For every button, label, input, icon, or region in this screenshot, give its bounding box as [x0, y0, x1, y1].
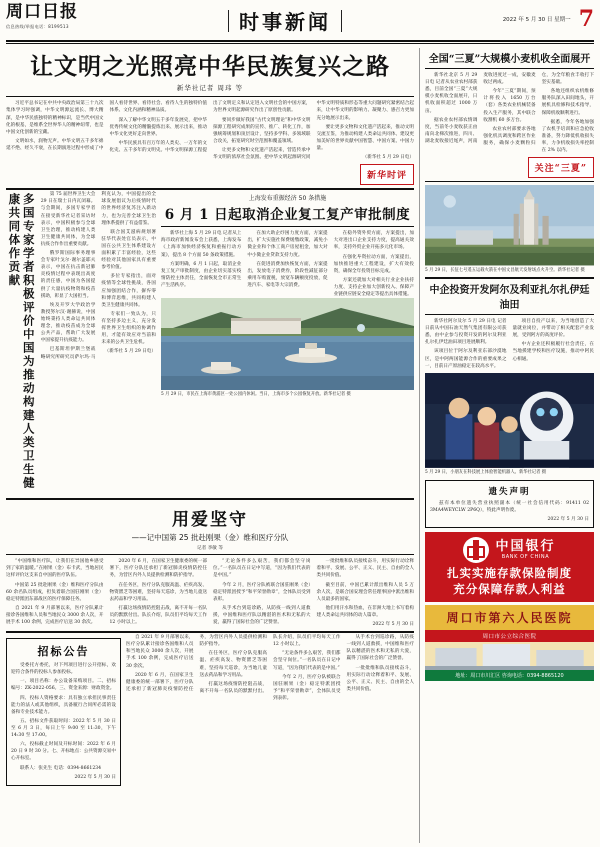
feature-para: 他们用汗水和热血，在非洲大地上书写着构建人类命运共同体的动人篇章。	[316, 605, 414, 618]
tender-para: 五、招标文件获取时间：2022 年 5 月 30 日至 6 月 3 日，每日上午 9:00 至 11:30，下午 14:30 至 17:00。	[11, 718, 116, 739]
lead-headline: 让文明之光照亮中华民族复兴之路	[30, 53, 390, 80]
lead-article	[6, 54, 414, 185]
wheat-para: 新华社北京 5 月 29 日电 记者从农业农村部获悉，目前全国“三夏”大规模小麦机收全面展开，日机收面积超过 1000 万亩。	[425, 73, 478, 114]
bank-slogan-line1: 扎实实施存款保险制度	[447, 566, 572, 581]
tender-notice-title: 招标公告	[37, 645, 90, 659]
tender-para: 四、投标人资格要求：具有独立承担民事责任能力的法人或其他组织，具备履行合同所必需的设备和专业技术能力。	[11, 695, 116, 715]
page-number: 7	[578, 6, 594, 32]
wheat-para: 据农业农村部农情调度，当前冬小麦收获正由南向北梯次推进，四川、湖北麦收接近尾声，河南麦收进度过一成，安徽麦收过两成。	[425, 73, 536, 144]
shanghai-para: 在加大助企纾困力度方面，方案提出，扩大实施社保费缓缴政策，减免小微企业和个体工商户房屋租金，加大对中小微企业贷款支持力度。	[247, 231, 328, 258]
feature-para: 从手术台到巡诊路，从防疫一线到人道救援，中国维和医疗队以精湛的医术和无私的大爱，赢得了国际社会的广泛赞誉。	[213, 605, 311, 626]
wheat-article	[425, 50, 594, 178]
shanghai-para: 在促进消费加快恢复方面，方案提出，发放电子消费券，阶段性减征部分乘用车购置税，放宽车辆额度投放，促进汽车、家电等大宗消费。	[247, 261, 328, 288]
lead-para: 要让更多文物和文化遗产活起来，推动文明交流互鉴，为推动构建人类命运共同体、建设更加美好的世界贡献中国智慧、中国方案、中国力量。	[316, 124, 414, 151]
hospital-building-image	[425, 642, 594, 670]
lead-dateline: （新华社 5 月 29 日电）	[362, 155, 414, 161]
bank-slogan-line2: 充分保障存款人利益	[453, 581, 566, 596]
newspaper-logo	[6, 4, 126, 30]
masthead	[0, 0, 600, 40]
bank-of-china-logo-icon	[463, 537, 489, 563]
feature-article	[6, 505, 414, 628]
shanghai-para: 方案还就加大对相关行业企业扶持力度、支持企业加大创新投入、保障产业链供应链安全稳定等提出具体措施。	[333, 277, 414, 298]
feature-rule	[6, 554, 414, 555]
robot-photo	[425, 373, 594, 476]
shanghai-para: 在强化투资拉动方面，方案提出，加快推进重大工程建设，扩大有效投资，确保全年投资目标完成。	[333, 254, 414, 274]
feature-body	[6, 558, 414, 628]
shanghai-para: 新华社上海 5 月 29 日电 记者从上海市政府新闻发布会上获悉，上海发布《上海市加快经济恢复和重振行动方案》，提出 8 个方面 50 条政策措施。	[161, 231, 242, 258]
feature-para: 一批批维和队员接续奋斗，用实际行动诠释着和平、发展、公平、正义、民主、自由的全人类共同价值。	[316, 559, 414, 579]
robot-photo-image	[425, 373, 594, 468]
tender-para: 联系人：张先生 电话：0394-8661234	[20, 765, 102, 771]
right-divider-2	[425, 277, 594, 279]
lead-para: 要同步做好我国“古代文明理论”和中华文明探源工程研究成果的宣传、推广、转化工作，加强统筹规划和顶层设计，坚持多学科、多领域联合攻关，拓宽研究时空范围和覆盖领域。	[213, 117, 311, 144]
hospital-advertisement[interactable]	[425, 605, 594, 681]
oil-body	[425, 318, 594, 370]
lead-para: 习近平总书记在中共中央政治局第三十九次集体学习时强调，中华文明源远流长、博大精深，是中华民族独特的精神标识，是当代中国文化的根基，是维系全世界华人的精神纽带，也是中国文化创新的宝藏。	[6, 101, 104, 135]
bottom-para: 打赢这场疫情防控阻击战，离不开每一名队员的默默付出。队长介绍，队员们平均每天工作 12 小时以上。	[199, 635, 341, 694]
oil-para: 新华社阿尔及尔 5 月 29 日电 记者日前从中国石油天然气集团有限公司获悉，由中企参与投资开发的阿尔及利亚扎尔扎伊廷油田项目进展顺利。	[425, 319, 507, 346]
experts-dateline: （新华社 5 月 29 日电）	[104, 349, 156, 355]
tender-para: 六、投标截止时间及开标时间：2022 年 6 月 20 日 9 时 30 分。七、开标地点：公共资源交易中心开标室。	[11, 742, 116, 762]
feature-para: “无论条件多么艰苦，我们都会坚守岗位。”一名队员在日记中写道，“因为我们代表的是中国。”	[213, 559, 311, 579]
feature-para: 2020 年 6 月，在国家卫生健康委的统一部署下，医疗分队还承担了新冠肺炎疫情防控任务，为营区内外人员提供检测和防护指导。	[109, 559, 207, 579]
shanghai-photo	[161, 298, 414, 398]
masthead-center	[126, 4, 444, 35]
lead-body	[6, 100, 414, 161]
oil-rule	[425, 314, 594, 315]
bottom-para: 2020 年 6 月，在国家卫生健康委的统一部署下，医疗分队还承担了新冠肺炎疫情防控任务，为营区内外人员提供检测和防护指导。	[126, 635, 267, 692]
experts-para: 俄罗斯国际事务理事会专家叶戈尔·谢尔盖耶夫表示，中国在抗击新冠肺炎疫情过程中表现出高度的责任感，中国为各国提供了大量抗疫物资和疫苗援助，彰显了大国担当。	[40, 251, 96, 299]
mid-band	[6, 191, 414, 495]
lead-byline: 新华社记者 周玮 等	[176, 84, 244, 93]
feature-para: 中国第 25 批赴刚果（金）维和医疗分队由 60 余名队员组成，担负着联合国驻刚果（金）稳定特派团东部战区的医疗保障任务。	[6, 582, 104, 602]
rocket-photo	[425, 185, 594, 274]
shanghai-headline: 6 月 1 日起取消企业复工复产审批制度	[164, 207, 411, 224]
feature-para: 在任务区，医疗分队克服高温、疟疾高发、物资匮乏等困难，坚持每天巡诊，为当地儿童送去药品和学习用品。	[109, 582, 207, 602]
bottom-para: 在任务区，医疗分队克服高温、疟疾高发、物资匮乏等困难，坚持每天巡诊，为当地儿童送去药品和学习用品。	[199, 651, 267, 678]
bottom-para: 一批批维和队员接续奋斗，用实际行动诠释着和平、发展、公平、正义、民主、自由的全人类共同价值。	[346, 665, 414, 692]
robot-photo-caption: 5 月 29 日，小朋友在科技展上体验智能机器人。新华社记者 摄	[425, 469, 547, 475]
wheat-body	[425, 72, 594, 154]
feature-headline: 用爱坚守	[172, 510, 248, 531]
lead-stamp-wrap	[6, 163, 414, 185]
feature-para: 打赢这场疫情防控阻击战，离不开每一名队员的默默付出。队长介绍，队员们平均每天工作 12 小时以上。	[109, 605, 207, 626]
shanghai-kicker: 上海发布重振经济 50 条措施	[248, 195, 327, 203]
bottom-para: “无论条件多么艰苦，我们都会坚守岗位。”一名队员在日记中写道，“因为我们代表的是中国。”	[273, 651, 341, 671]
page-content	[0, 44, 600, 847]
feature-para: 今年 2 月，医疗分队被联合国驻刚果（金）稳定特派团授予“和平荣誉勋章”，全体队员受到表彰。	[213, 582, 311, 602]
lead-rule	[6, 96, 414, 97]
section-title: 时事新闻	[239, 10, 331, 34]
oil-article	[425, 281, 594, 370]
lost-notice-text: 兹有本单位遗失营业执照副本（统一社会信用代码：91411 02 3MA4WEYCLW 2P6Q），特此声明作废。	[430, 501, 589, 514]
lost-notice-title: 遗失声明	[488, 487, 531, 498]
shanghai-photo-caption: 5 月 29 日，市民在上海市黄浦区一处公园内休闲。当日，上海市多个公园恢复开放。新华社记者 摄	[161, 392, 351, 398]
experts-para: 多位专家指出，面对疫情等全球性挑战，各国应加强团结合作，摒弃零和博弈思维，共同构建人类卫生健康共同体。	[101, 274, 156, 308]
section-divider-1	[6, 188, 414, 190]
lost-notice	[425, 480, 594, 528]
lost-notice-dateline: 2022 年 5 月 30 日	[547, 517, 589, 523]
bottom-body	[126, 634, 414, 702]
bank-name-cn: 中国银行	[495, 539, 556, 555]
experts-body	[41, 191, 156, 361]
bottom-para: 今年 2 月，医疗分队被联合国驻刚果（金）稳定特派团授予“和平荣誉勋章”，全体队员受到表彰。	[273, 674, 341, 702]
hospital-subtitle: 周口市公立综合医院	[425, 630, 594, 642]
right-divider-1	[425, 181, 594, 182]
shanghai-body	[161, 230, 414, 298]
newspaper-name: 周口日报	[6, 2, 78, 22]
bank-name-en: BANK OF CHINA	[501, 554, 550, 561]
experts-article	[6, 191, 156, 495]
tender-notice	[6, 634, 121, 786]
bottom-para: 从手术台到巡诊路，从防疫一线到人道救援，中国维和医疗队以精湛的医术和无私的大爱，赢得了国际社会的广泛赞誉。	[346, 635, 414, 662]
wheat-para: 今年“三夏”期间，预计将投入 1650 万台（套）各类农业机械装备投入生产服务，其中联合收割机 60 多万台。	[483, 89, 536, 123]
rocket-photo-image	[425, 185, 594, 265]
divider-right	[341, 10, 342, 32]
wheat-para: 农业农村部要求各地强化机具调度和跨区作业服务，确保小麦颗粒归仓，为全年粮食丰收打下坚实基础。	[483, 73, 594, 146]
section-divider-2	[6, 498, 414, 500]
issue-date: 2022 年 5 月 30 日 星期一	[502, 17, 571, 23]
experts-para: 专家们一致认为，只有坚持多边主义，充分发挥世界卫生组织的协调作用，才能有效应对当前和未来的公共卫生危机。	[101, 311, 156, 346]
xinhua-commentary-stamp: 新华时评	[360, 164, 414, 185]
feature-para: 截至目前，中国已累计派出维和人员 5 万余人次，是联合国安理会常任理事国中派出维和人员最多的国家。	[316, 582, 414, 602]
feature-dateline: 2022 年 5 月 30 日	[372, 622, 414, 628]
experts-para: 巴基斯坦伊斯兰堡战略研究所研究员萨尔玛·马利克认为，中国提出的全球发展倡议为后疫情时代的世界经济复苏注入新动力，也为完善全球卫生治理体系提供了有益借鉴。	[40, 192, 156, 360]
sanxia-focus-stamp: 关注“三夏”	[528, 157, 594, 178]
lead-para: 让更多文物和文化遗产活起来，营造传承中华文明的浓厚社会氛围。把中华文明起源研究同中华文明特质和形态等重大问题研究紧密结合起来，让中华文明的影响力、凝聚力、感召力更加充分地展示出来。	[213, 101, 414, 161]
section-divider-3	[6, 631, 414, 633]
bottom-band	[6, 634, 414, 786]
wheat-headline: 全国“三夏”大规模小麦机收全面展开	[428, 54, 591, 65]
feature-para: “中国维和医疗队，让我们在异国他乡感受到了家的温暖。”在刚果（金）布卡武，当地居民这样评价这支来自中国的医疗队伍。	[6, 559, 104, 579]
experts-para: 联合国艾滋病规划署驻华代表处官员表示，中国在公共卫生体系建设方面积累了丰富经验，这些经验对其他国家具有重要参考价值。	[101, 229, 156, 271]
feature-para: 自 2021 年 9 月部署以来，医疗分队累计接诊各国维和人员和当地民众 3000 余人次，开展手术 100 余例，完成医疗后送 30 余次。	[6, 605, 104, 626]
hospital-building-svg	[425, 642, 594, 670]
feature-byline: 记者 李敏 等	[197, 546, 223, 552]
park-photo-image	[161, 298, 414, 390]
oil-para: 中方企业还积极履行社会责任，在当地援建学校和医疗设施，推动中阿民心相通。	[512, 342, 594, 362]
tender-para: 受委托方委托，对下列项目进行公开招标，欢迎符合条件的投标人参加投标。	[11, 663, 116, 676]
oil-para: 项目自投产以来，为当地创造了大量就业岗位，并带动了相关配套产业发展，受到阿方的高度评价。	[512, 319, 594, 339]
wheat-stamp-wrap	[425, 156, 594, 178]
tender-dateline: 2022 年 5 月 30 日	[74, 774, 116, 780]
oil-para: 该项目位于阿尔及利亚东部沙漠地区，是中阿两国能源合作的重要成果之一，目前日产原油稳定在较高水平。	[425, 349, 507, 369]
hospital-name: 周口市第六人民医院	[425, 605, 594, 630]
lead-para: 文明如水，润物无声。中华文明五千多年绵延不绝、经久不衰，在长期演进过程中形成了中国人看待世界、看待社会、看待人生的独特价值体系、文化内涵和精神品质。	[6, 101, 207, 151]
shanghai-rule	[161, 226, 414, 227]
shanghai-para: 方案明确，6 月 1 日起，取消企业复工复产审批制度，由企业切实落实疫情防控主体责任，全面恢复全市正常生产生活秩序。	[161, 261, 242, 288]
rocket-photo-caption: 5 月 29 日，长征七号遥五运载火箭在中国文昌航天发射场点火升空。新华社记者 摄	[425, 267, 585, 273]
shanghai-para: 在稳外资外贸方面，方案提出，加大对进出口企业支持力度，提高通关效率，支持外贸企业开拓多元化市场。	[333, 231, 414, 251]
divider-left	[228, 10, 229, 32]
wheat-para: 各地还组织农机维修服务队深入田间地头，开展机具检修和技术指导，保障机收顺利进行。	[541, 89, 594, 116]
masthead-right	[444, 4, 594, 30]
tender-para: 一、项目名称：办公设备采购项目。二、招标编号：ZK-2022-056。三、资金来源：财政资金。	[11, 679, 116, 692]
main-column	[6, 48, 420, 843]
hospital-contact: 地址：周口市川汇区 咨询电话：0394-8865120	[425, 670, 594, 681]
wheat-para: 据悉，今年各地加强了农机手培训和应急抢收准备，努力降低机收损失率，力争机收损失率控制在 2% 以内。	[541, 119, 594, 154]
shanghai-article	[161, 191, 414, 495]
right-column	[420, 48, 594, 843]
feature-subhead: ——记中国第 25 批赴刚果（金）维和医疗分队	[131, 533, 289, 543]
bank-advertisement[interactable]	[425, 532, 594, 602]
wheat-rule	[425, 68, 594, 69]
experts-headline: 多国专家学者积极评价中国为推动构建人类卫生健康共同体作贡献	[7, 193, 36, 491]
bottom-text-block	[126, 634, 414, 786]
lead-para: 中华民族具有百万年的人类史、一万年的文化史、五千多年的文明史。中华文明探源工程提出了文明定义和认定进入文明社会的中国方案，为世界文明起源研究作出了原创性贡献。	[109, 101, 311, 153]
oil-headline: 中企投资开发阿尔及利亚扎尔扎伊廷油田	[429, 285, 590, 312]
bottom-para: 自 2021 年 9 月部署以来，医疗分队累计接诊各国维和人员和当地民众 3000 余人次，开展手术 100 余例，完成医疗后送 30 余次。	[126, 635, 194, 669]
experts-para: 埃及开罗大学政治学教授努尔汉·谢赫说，中国始终秉持人类命运共同体理念，推动疫苗成为全球公共产品，帮助广大发展中国家提升抗疫能力。	[40, 302, 96, 344]
newspaper-hotline: 信息热线/举报电话：8199513	[6, 24, 69, 29]
masthead-rule-thick	[6, 40, 594, 42]
experts-para: 第 75 届世界卫生大会 29 日在瑞士日内瓦闭幕。与会期间，多国专家学者在接受新华社记者采访时表示，中国积极参与全球卫生治理，推动构建人类卫生健康共同体，为全球抗疫合作作出重要贡献。	[40, 192, 96, 247]
lead-para: 深入了解中华文明五千多年发展史，把中华优秀传统文化的精髓提炼出来、展示出来，推动中华文化更好走向世界。	[109, 117, 207, 137]
